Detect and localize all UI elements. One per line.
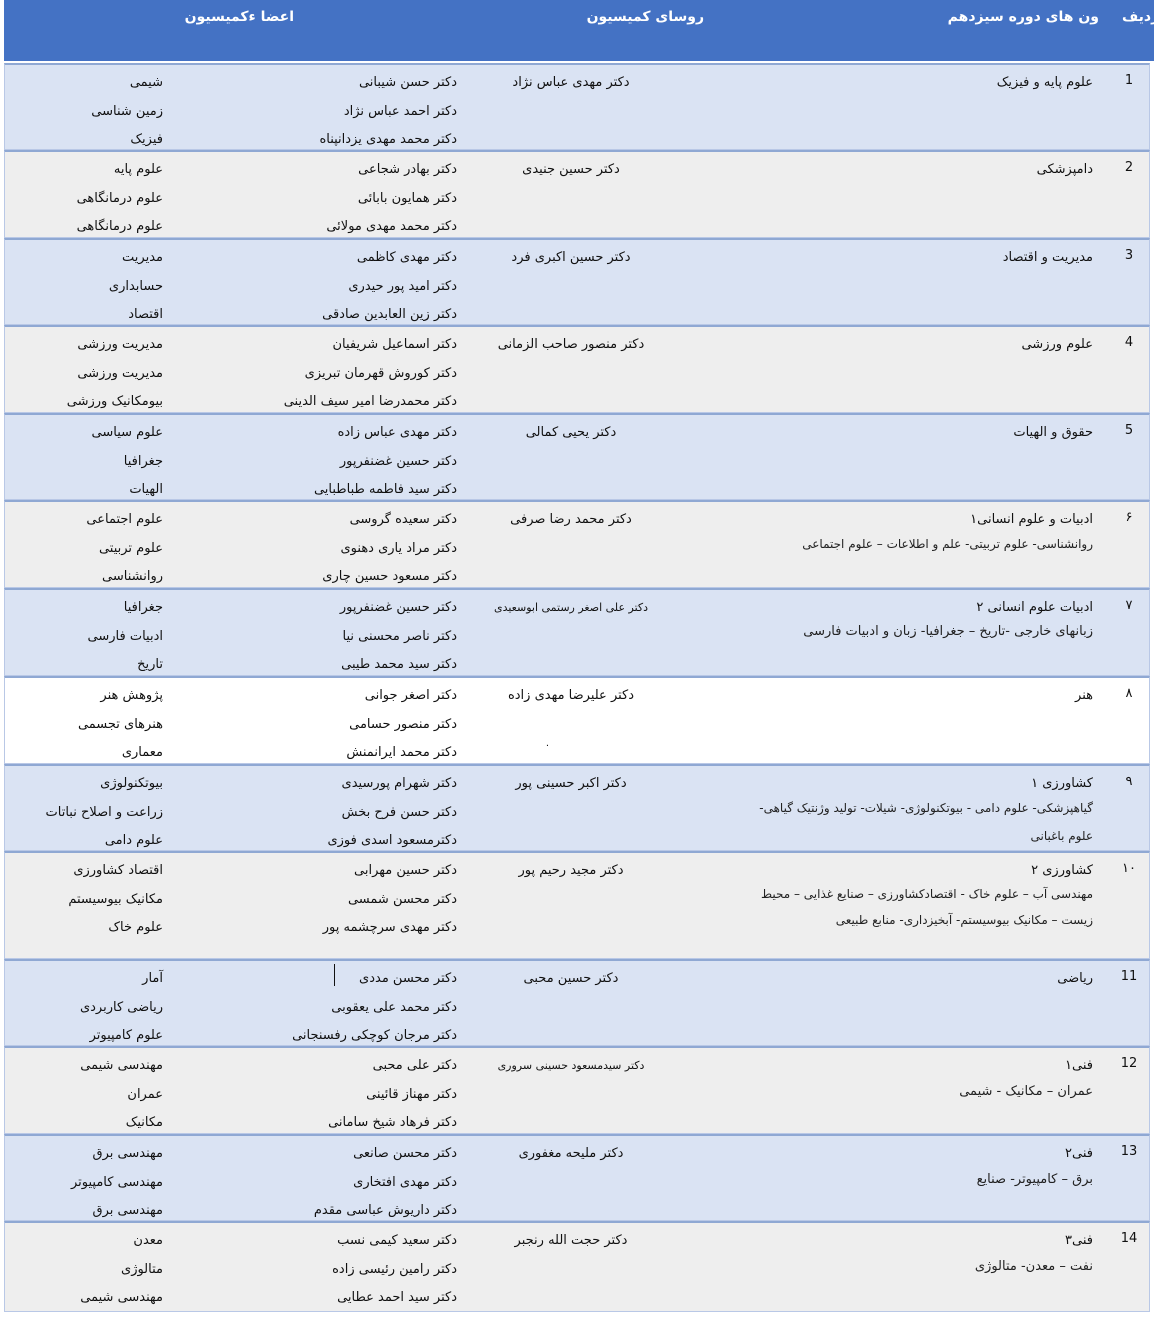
member-name: دکتر محمد مهدی یزدانپناه	[319, 132, 457, 148]
row-index: ۷	[1125, 598, 1133, 613]
row-index: 11	[1120, 969, 1138, 984]
member-field: متالوژی	[121, 1261, 163, 1277]
header-index: ردیف	[1122, 9, 1159, 25]
field-list	[43, 857, 163, 943]
member-field: علوم کامپیوتر	[89, 1028, 163, 1044]
table-header	[4, 0, 1159, 61]
commission-title	[733, 1056, 1093, 1108]
member-name: دکتر منصور حسامی	[349, 716, 457, 732]
commission-subfields: روانشناسی- علوم تربیتی- علم و اطلاعات – علوم اجتماعی	[802, 537, 1093, 551]
member-name: دکتر شهرام پورسیدی	[341, 776, 457, 791]
commission-name: دامپزشکی	[1036, 162, 1093, 177]
member-field: بیومکانیک ورزشی	[66, 394, 163, 410]
member-list	[207, 419, 457, 505]
member-name: دکتر مسعود حسین چاری	[322, 569, 457, 585]
table-row	[4, 764, 1150, 851]
member-field: معماری	[121, 745, 163, 761]
commission-title	[733, 1231, 1093, 1283]
member-name: دکتر محمدرضا امیر سیف الدینی	[283, 394, 457, 410]
member-list	[207, 506, 457, 592]
member-list	[207, 965, 457, 1051]
member-name: دکتر محسن مددی	[359, 971, 457, 986]
member-field: مهندسی برق	[92, 1203, 163, 1219]
member-list	[207, 682, 457, 768]
commission-name: علوم ورزشی	[1021, 337, 1093, 352]
member-name: دکتر همایون بابائی	[357, 190, 457, 206]
member-name: دکترمسعود اسدی فوزی	[327, 833, 457, 849]
member-list	[207, 156, 457, 242]
member-field: بیوتکنولوژی	[100, 776, 163, 791]
commission-name: کشاورزی ۲	[1031, 863, 1093, 878]
member-name: دکتر رامین رئیسی زاده	[332, 1261, 457, 1277]
table-row	[4, 676, 1150, 764]
member-field: علوم اجتماعی	[86, 512, 163, 527]
member-name: دکتر حسین غضنفرپور	[339, 600, 457, 615]
commission-chair: دکتر علی اصغر رستمی ابوسعیدی	[493, 601, 649, 614]
field-list	[43, 1140, 163, 1226]
commission-title	[733, 73, 1093, 93]
commission-name: حقوق و الهیات	[1013, 425, 1093, 440]
field-list	[43, 1052, 163, 1138]
member-name: دکتر سید فاطمه طباطبایی	[313, 482, 457, 498]
member-name: دکتر امید پور حیدری	[348, 278, 457, 294]
member-name: دکتر حسین مهرابی	[354, 863, 457, 878]
commission-chair: دکتر حجت الله رنجبر	[514, 1233, 628, 1248]
commission-subfields: عمران – مکانیک - شیمی	[959, 1084, 1093, 1099]
member-field: مدیریت	[122, 250, 163, 265]
commission-subfields: گیاهپزشکی- علوم دامی - بیوتکنولوژی- شیلات- تولید وژنتیک گیاهی- علوم باغبانی	[759, 801, 1093, 843]
member-list	[207, 594, 457, 680]
row-index: 3	[1124, 248, 1134, 263]
table-row	[4, 1134, 1150, 1221]
commission-chair: دکتر یحیی کمالی	[525, 425, 617, 440]
text-cursor	[334, 964, 335, 986]
table-row	[4, 500, 1150, 588]
commission-title	[733, 969, 1093, 989]
commission-name: علوم پایه و فیزیک	[996, 75, 1093, 90]
member-name: دکتر فرهاد شیخ سامانی	[328, 1115, 457, 1131]
member-field: حسابداری	[108, 278, 163, 294]
member-field: جغرافیا	[123, 600, 163, 615]
commission-title	[733, 686, 1093, 706]
member-field: زمین شناسی	[91, 103, 163, 119]
member-field: معدن	[133, 1233, 163, 1248]
member-field: عمران	[127, 1086, 163, 1102]
member-name: دکتر سید احمد عطایی	[337, 1290, 457, 1306]
commission-subfields: برق – کامپیوتر- صنایع	[976, 1172, 1093, 1187]
member-name: دکتر اصغر جوانی	[364, 688, 457, 703]
commission-chair: دکتر اکبر حسینی پور	[515, 776, 627, 791]
member-list	[207, 1140, 457, 1226]
commission-chair: دکتر منصور صاحب الزمانی	[497, 337, 645, 352]
member-list	[207, 244, 457, 330]
table-row	[4, 413, 1150, 500]
commission-title	[733, 598, 1093, 646]
commission-title	[733, 248, 1093, 268]
row-index: 2	[1124, 160, 1134, 175]
commission-chair: دکتر حسین اکبری فرد	[511, 250, 631, 265]
row-index: ۸	[1125, 686, 1133, 701]
member-name: دکتر داریوش عباسی مقدم	[313, 1203, 457, 1219]
member-field: اقتصاد کشاورزی	[73, 863, 163, 878]
commission-title	[733, 774, 1093, 850]
member-name: دکتر مهدی عباس زاده	[337, 425, 457, 440]
row-index: ۶	[1125, 510, 1133, 525]
member-field: الهیات	[129, 482, 163, 498]
member-name: دکتر مهدی کاظمی	[356, 250, 457, 265]
row-index: ۱۰	[1122, 861, 1136, 876]
member-name: دکتر زین العابدین صادقی	[322, 307, 457, 323]
member-field: آمار	[142, 971, 163, 986]
member-field: مدیریت ورزشی	[77, 337, 163, 352]
member-field: هنرهای تجسمی	[77, 716, 163, 732]
member-name: دکتر سعید کیمی نسب	[337, 1233, 457, 1248]
header-chairs: روسای کمیسیون	[586, 9, 704, 25]
member-field: علوم درمانگاهی	[76, 219, 163, 235]
table-row	[4, 63, 1150, 150]
table-row	[4, 1046, 1150, 1134]
field-list	[43, 506, 163, 592]
member-field: ریاضی کاربردی	[79, 999, 163, 1015]
member-name: دکتر ناصر محسنی نیا	[342, 628, 457, 644]
member-field: اقتصاد	[128, 307, 163, 323]
member-field: مهندسی برق	[92, 1146, 163, 1161]
member-field: زراعت و اصلاح نباتات	[45, 804, 163, 820]
commission-chair: دکتر محمد رضا صرفی	[510, 512, 632, 527]
field-list	[43, 244, 163, 330]
member-name: دکتر بهادر شجاعی	[358, 162, 457, 177]
commission-name: هنر	[1075, 688, 1093, 703]
member-field: مهندسی کامپیوتر	[70, 1174, 163, 1190]
commission-subfields: نفت – معدن- متالوژی	[974, 1259, 1093, 1274]
commission-subfields: زبانهای خارجی -تاریخ – جغرافیا- زبان و ادبیات فارسی	[803, 624, 1093, 639]
table-row	[4, 325, 1150, 413]
member-list	[207, 69, 457, 155]
commission-title	[733, 510, 1093, 558]
field-list	[43, 419, 163, 505]
member-name: دکتر حسن فرح بخش	[341, 804, 457, 820]
commission-chair: دکتر حسین جنیدی	[522, 162, 620, 177]
header-members: اعضا ءکمیسیون	[184, 9, 294, 25]
member-name: دکتر اسماعیل شریفیان	[332, 337, 457, 352]
member-field: تاریخ	[137, 657, 163, 673]
row-index: ۹	[1125, 774, 1133, 789]
member-field: فیزیک	[130, 132, 163, 148]
member-name: دکتر سید محمد طیبی	[341, 657, 457, 673]
member-field: مکانیک بیوسیستم	[68, 891, 163, 907]
field-list	[43, 682, 163, 768]
table-row	[4, 588, 1150, 676]
commission-name: فنی۲	[1065, 1146, 1093, 1161]
table-row	[4, 1221, 1150, 1312]
commission-chair: دکتر مهدی عباس نژاد	[512, 75, 630, 90]
commission-name: ادبیات علوم انسانی ۲	[976, 600, 1093, 615]
commission-name: فنی۱	[1065, 1058, 1093, 1073]
commission-title	[733, 335, 1093, 355]
stray-dot: .	[545, 738, 549, 749]
commission-title	[733, 1144, 1093, 1196]
member-field: جغرافیا	[123, 453, 163, 469]
member-list	[207, 1052, 457, 1138]
commission-chair: دکتر علیرضا مهدی زاده	[507, 688, 635, 703]
member-name: دکتر حسن شیبانی	[358, 75, 457, 90]
member-list	[207, 770, 457, 856]
commission-name: کشاورزی ۱	[1031, 776, 1093, 791]
member-name: دکتر محسن شمسی	[347, 891, 457, 907]
member-list	[207, 857, 457, 943]
member-field: علوم درمانگاهی	[76, 190, 163, 206]
commission-subfields: مهندسی آب – علوم خاک - اقتصادکشاورزی – صنایع غذایی – محیط زیست – مکانیک بیوسیستم- آبخیزداری- منابع طبیعی	[760, 887, 1093, 927]
row-index: 1	[1124, 73, 1134, 88]
commission-chair: دکتر حسین محبی	[523, 971, 619, 986]
member-list	[207, 1227, 457, 1313]
header-commission-title: ون های دوره سیزدهم	[947, 9, 1099, 25]
commission-name: ریاضی	[1057, 971, 1093, 986]
member-name: دکتر کوروش قهرمان تبریزی	[304, 365, 457, 381]
commission-chair: دکتر ملیحه مغفوری	[518, 1146, 624, 1161]
table-row	[4, 851, 1150, 959]
commission-name: ادبیات و علوم انسانی۱	[970, 512, 1093, 527]
table-row	[4, 238, 1150, 325]
member-field: علوم تربیتی	[98, 540, 163, 556]
row-index: 4	[1124, 335, 1134, 350]
member-field: مهندسی شیمی	[80, 1290, 163, 1306]
row-index: 14	[1120, 1231, 1138, 1246]
member-name: دکتر محسن صانعی	[353, 1146, 457, 1161]
member-field: مهندسی شیمی	[80, 1058, 163, 1073]
member-name: دکتر حسین غضنفرپور	[339, 453, 457, 469]
table-row	[4, 959, 1150, 1046]
row-index: 5	[1124, 423, 1134, 438]
field-list	[43, 1227, 163, 1313]
field-list	[43, 594, 163, 680]
member-name: دکتر محمد مهدی مولائی	[326, 219, 457, 235]
field-list	[43, 965, 163, 1051]
commission-name: فنی۳	[1065, 1233, 1093, 1248]
member-name: دکتر مراد یاری دهنوی	[340, 540, 457, 556]
field-list	[43, 770, 163, 856]
member-field: علوم دامی	[104, 833, 163, 849]
commission-name: مدیریت و اقتصاد	[1002, 250, 1093, 265]
commission-title	[733, 160, 1093, 180]
row-index: 13	[1120, 1144, 1138, 1159]
field-list	[43, 156, 163, 242]
member-field: مکانیک	[125, 1115, 163, 1131]
member-name: دکتر سعیده گروسی	[349, 512, 457, 527]
row-index: 12	[1120, 1056, 1138, 1071]
member-field: مدیریت ورزشی	[77, 365, 163, 381]
member-name: دکتر علی محبی	[372, 1058, 457, 1073]
member-name: دکتر محمد علی یعقوبی	[331, 999, 457, 1015]
member-name: دکتر محمد ایرانمنش	[346, 745, 457, 761]
member-field: شیمی	[129, 75, 163, 90]
member-field: پژوهش هنر	[100, 688, 163, 703]
member-name: دکتر مرجان کوچکی رفسنجانی	[292, 1028, 457, 1044]
field-list	[43, 331, 163, 417]
commission-chair: دکتر سیدمسعود حسینی سروری	[497, 1059, 645, 1072]
field-list	[43, 69, 163, 155]
member-field: علوم پایه	[113, 162, 163, 177]
member-name: دکتر مهدی سرچشمه پور	[322, 920, 457, 936]
member-name: دکتر مهدی افتخاری	[353, 1174, 457, 1190]
member-list	[207, 331, 457, 417]
member-field: علوم خاک	[108, 920, 163, 936]
member-field: روانشناسی	[102, 569, 163, 585]
member-field: ادبیات فارسی	[87, 628, 163, 644]
commission-title	[733, 423, 1093, 443]
commission-chair: دکتر مجید رحیم پور	[518, 863, 624, 878]
member-field: علوم سیاسی	[91, 425, 163, 440]
member-name: دکتر مهناز قائینی	[366, 1086, 457, 1102]
member-name: دکتر احمد عباس نژاد	[343, 103, 457, 119]
table-row	[4, 150, 1150, 238]
commission-title	[733, 861, 1093, 933]
